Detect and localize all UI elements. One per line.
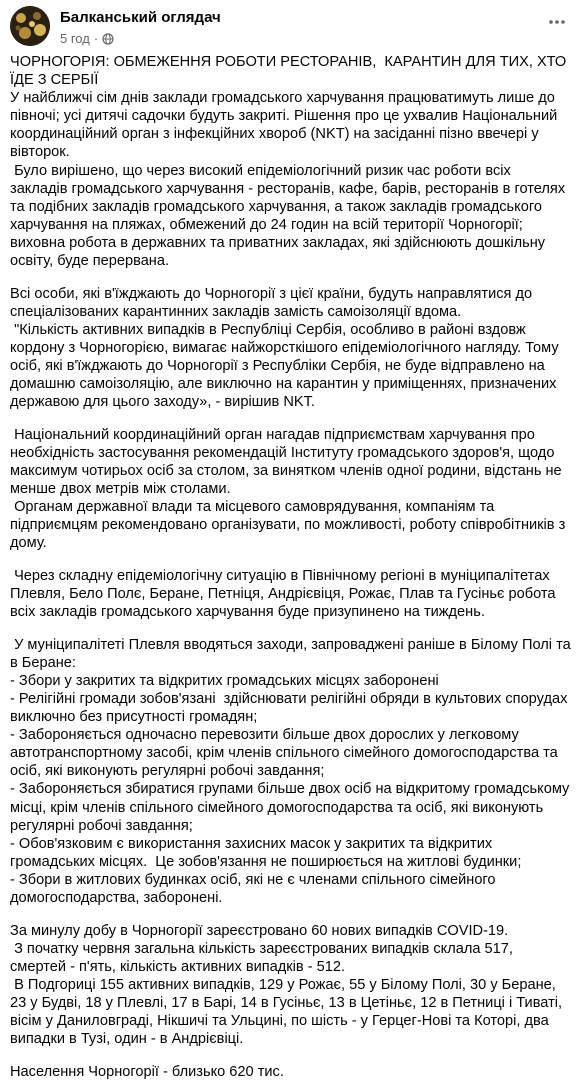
post-paragraph: У муніципалітеті Плевля вводяться заходи, запроваджені раніше в Білому Полі та в Беране: - Збори у закритих та відкритих громадських місцях заборонені - Релігійні громади зобов'язані здійснювати релігійні обряди в культових спорудах виключно без присутності громадян; - Забороняється одночасно перевозити більше двох дорослих у легковому автотранспортному засобі, крім членів спільного сімейного домогосподарства та осіб, які виконують регулярні робочі завдання; - Забороняється збиратися групами більше двох осіб на відкритому громадському місці, крім членів спільного сімейного домогосподарства та осіб, які виконують регулярні робочі завдання; - Обов'язковим є використання захисних масок у закритих та відкритих громадських місцях. Це зобов'язання не поширюється на житлові будинки; - Збори в житлових будинках осіб, які не є членами спільного сімейного домогосподарства, заборонені. bbox=[10, 636, 571, 907]
page-avatar[interactable] bbox=[10, 6, 50, 46]
post-timestamp[interactable]: 5 год bbox=[60, 31, 90, 46]
globe-icon[interactable] bbox=[102, 33, 114, 45]
page-name[interactable]: Балканський оглядач bbox=[60, 9, 221, 26]
meta-separator: · bbox=[93, 31, 99, 46]
post-paragraph: ЧОРНОГОРІЯ: ОБМЕЖЕННЯ РОБОТИ РЕСТОРАНІВ, КАРАНТИН ДЛЯ ТИХ, ХТО ЇДЕ З СЕРБІЇ У найближчі сім днів заклади громадського харчування працюватимуть лише до півночі; усі дитячі садочки будуть закриті. Рішення про це ухвалив Національний координаційний орган з інфекційних хвороб (NKT) на засіданні пізно ввечері у вівторок. Було вирішено, що через високий епідеміологічний ризик час роботи всіх закладів громадського харчування - ресторанів, кафе, барів, ресторанів в готелях та подібних закладів громадського харчування, а також закладів громадського харчування на пляжах, обмежений до 24 годин на всій території Чорногорії; виховна робота в державних та приватних закладах, які здійснюють дошкільну освіту, буде перервана. bbox=[10, 54, 567, 270]
post-paragraph: Населення Чорногорії - близько 620 тис. bbox=[10, 1063, 284, 1080]
post-header bbox=[10, 6, 571, 50]
post-paragraph: Через складну епідеміологічну ситуацію в Північному регіоні в муніципалітетах Плевля, Бело Полє, Беране, Петніця, Андрієвіця, Рожає, Плав та Гусіньє робота всіх закладів громадського харчування буде призупинено на тиждень. bbox=[10, 567, 560, 621]
more-horizontal-icon bbox=[549, 20, 565, 24]
post-meta bbox=[60, 31, 114, 46]
post-paragraph: Національний координаційний орган нагадав підприємствам харчування про необхідність застосування рекомендацій Інституту громадського здоров'я, щодо максимум чотирьох осіб за столом, за винятком членів одної родини, відстань не менше двох метрів між столами. Органам державної влади та місцевого самоврядування, компаніям та підприємцям рекомендовано організувати, по можливості, роботу співробітників з дому. bbox=[10, 426, 566, 552]
post-paragraph: За минулу добу в Чорногорії зареєстровано 60 нових випадків COVID-19. З початку червня загальна кількість зареєстрованих випадків склала 517, смертей - п'ять, кількість активних випадків - 512. В Подгориці 155 активних випадків, 129 у Рожає, 55 у Білому Полі, 30 у Беране, 23 у Будві, 18 у Плевлі, 17 в Барі, 14 в Гусіньє, 13 в Цетіньє, 12 в Петниці і Тиваті, вісім у Даниловграді, Нікшичі та Ульцині, по шість - у Герцег-Нові та Которі, два випадки в Тузі, один - в Андрієвіці. bbox=[10, 922, 563, 1048]
post-paragraph: Всі особи, які в'їжджають до Чорногорії з цієї країни, будуть направлятися до спеціалізованих карантинних закладів замість самоізоляції вдома. "Кількість активних випадків в Республіці Сербія, особливо в районі вздовж кордону з Чорногорією, вимагає найжорсткішого епідеміологічного нагляду. Тому осіб, які в'їжджають до Чорногорії з Республіки Сербія, не буде відправлено на домашню самоізоляцію, але виключно на карантин у приміщеннях, призначених державою для цього заходу», - вирішив NKT. bbox=[10, 285, 559, 411]
page-logo-icon bbox=[10, 6, 50, 46]
more-options-button[interactable] bbox=[545, 10, 569, 34]
post-text bbox=[10, 53, 572, 1081]
